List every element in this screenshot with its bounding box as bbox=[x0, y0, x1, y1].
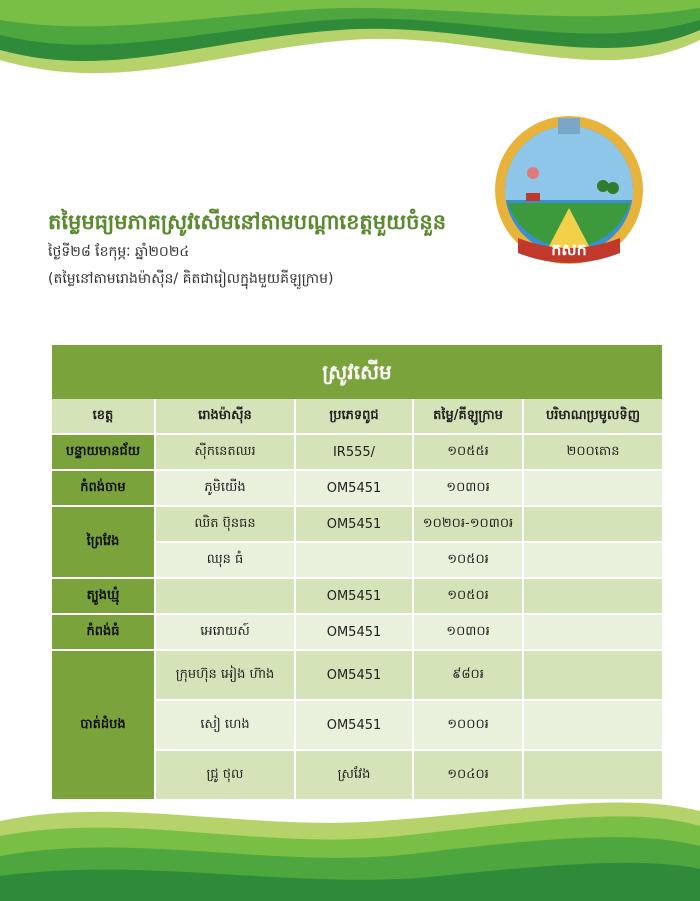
variety-cell: OM5451 bbox=[296, 651, 414, 701]
price-cell: ១០៤០៛ bbox=[414, 751, 524, 801]
province-cell: បាត់ដំបង bbox=[52, 651, 156, 801]
price-cell: ៩៨០៛ bbox=[414, 651, 524, 701]
emblem-text: កសក bbox=[551, 240, 587, 259]
variety-cell: IR555/ bbox=[296, 435, 414, 471]
header-province: ខេត្ត bbox=[52, 399, 156, 435]
table-row bbox=[52, 471, 662, 507]
volume-cell bbox=[524, 615, 662, 651]
province-cell: កំពង់ចាម bbox=[52, 471, 156, 507]
bottom-wave-banner bbox=[0, 791, 700, 901]
header-price: តម្លៃ/គីឡូក្រាម bbox=[414, 399, 524, 435]
mill-cell: ជ្រូ ថុល bbox=[156, 751, 296, 801]
price-cell: ១០៣០៛ bbox=[414, 615, 524, 651]
mill-cell: អេរោយស៍ bbox=[156, 615, 296, 651]
price-cell: ១០៥០៛ bbox=[414, 543, 524, 579]
variety-cell: OM5451 bbox=[296, 507, 414, 543]
price-cell: ១០៥៥៛ bbox=[414, 435, 524, 471]
table-row bbox=[52, 507, 662, 543]
variety-cell: OM5451 bbox=[296, 579, 414, 615]
price-cell: ១០៣០៛ bbox=[414, 471, 524, 507]
volume-cell bbox=[524, 579, 662, 615]
table-row bbox=[52, 579, 662, 615]
title-block bbox=[48, 208, 478, 290]
volume-cell: ២០០តោន bbox=[524, 435, 662, 471]
price-note: (តម្លៃនៅតាមរោងម៉ាស៊ីន/ គិតជារៀលក្នុងមួយគីឡូក្រាម) bbox=[48, 271, 334, 287]
table-row bbox=[52, 615, 662, 651]
header-variety: ប្រភេទពូជ bbox=[296, 399, 414, 435]
header-volume: បរិមាណប្រមូលទិញ bbox=[524, 399, 662, 435]
price-table-container bbox=[52, 345, 662, 801]
mill-cell: ឈុន ធំ bbox=[156, 543, 296, 579]
mill-cell: ឈិត ប៊ុនធន bbox=[156, 507, 296, 543]
table-row bbox=[52, 651, 662, 701]
table-title: ស្រូវសើម bbox=[52, 345, 662, 399]
volume-cell bbox=[524, 701, 662, 751]
price-cell: ១០០០៛ bbox=[414, 701, 524, 751]
variety-cell: OM5451 bbox=[296, 701, 414, 751]
mill-cell: សៀ ហេង bbox=[156, 701, 296, 751]
volume-cell bbox=[524, 471, 662, 507]
volume-cell bbox=[524, 651, 662, 701]
report-date: ថ្ងៃទី២៨ ខែកុម្ភៈ ឆ្នាំ២០២៤ bbox=[48, 244, 190, 260]
variety-cell: OM5451 bbox=[296, 615, 414, 651]
volume-cell bbox=[524, 543, 662, 579]
province-cell: បន្ទាយមានជ័យ bbox=[52, 435, 156, 471]
mill-cell: ស៊ីកនេតឈរ bbox=[156, 435, 296, 471]
table-header-row bbox=[52, 399, 662, 435]
price-cell: ១០២០៛-១០៣០៛ bbox=[414, 507, 524, 543]
variety-cell: ស្រវែង bbox=[296, 751, 414, 801]
mill-cell bbox=[156, 579, 296, 615]
province-cell: ត្បូងឃ្មុំ bbox=[52, 579, 156, 615]
volume-cell bbox=[524, 507, 662, 543]
ministry-emblem-logo bbox=[488, 108, 650, 278]
header-mill: រោងម៉ាស៊ីន bbox=[156, 399, 296, 435]
price-cell: ១០៥០៛ bbox=[414, 579, 524, 615]
variety-cell: OM5451 bbox=[296, 471, 414, 507]
page-title: តម្លៃមធ្យមភាគស្រូវសើមនៅតាមបណ្តាខេត្តមួយចំនួន bbox=[48, 210, 447, 234]
top-wave-banner bbox=[0, 0, 700, 110]
province-cell: ព្រៃវែង bbox=[52, 507, 156, 579]
province-cell: កំពង់ធំ bbox=[52, 615, 156, 651]
variety-cell bbox=[296, 543, 414, 579]
price-table bbox=[52, 399, 662, 801]
mill-cell: ក្រុមហ៊ុន អៀង ហ៊ាង bbox=[156, 651, 296, 701]
table-row bbox=[52, 435, 662, 471]
mill-cell: ភូមិយើង bbox=[156, 471, 296, 507]
